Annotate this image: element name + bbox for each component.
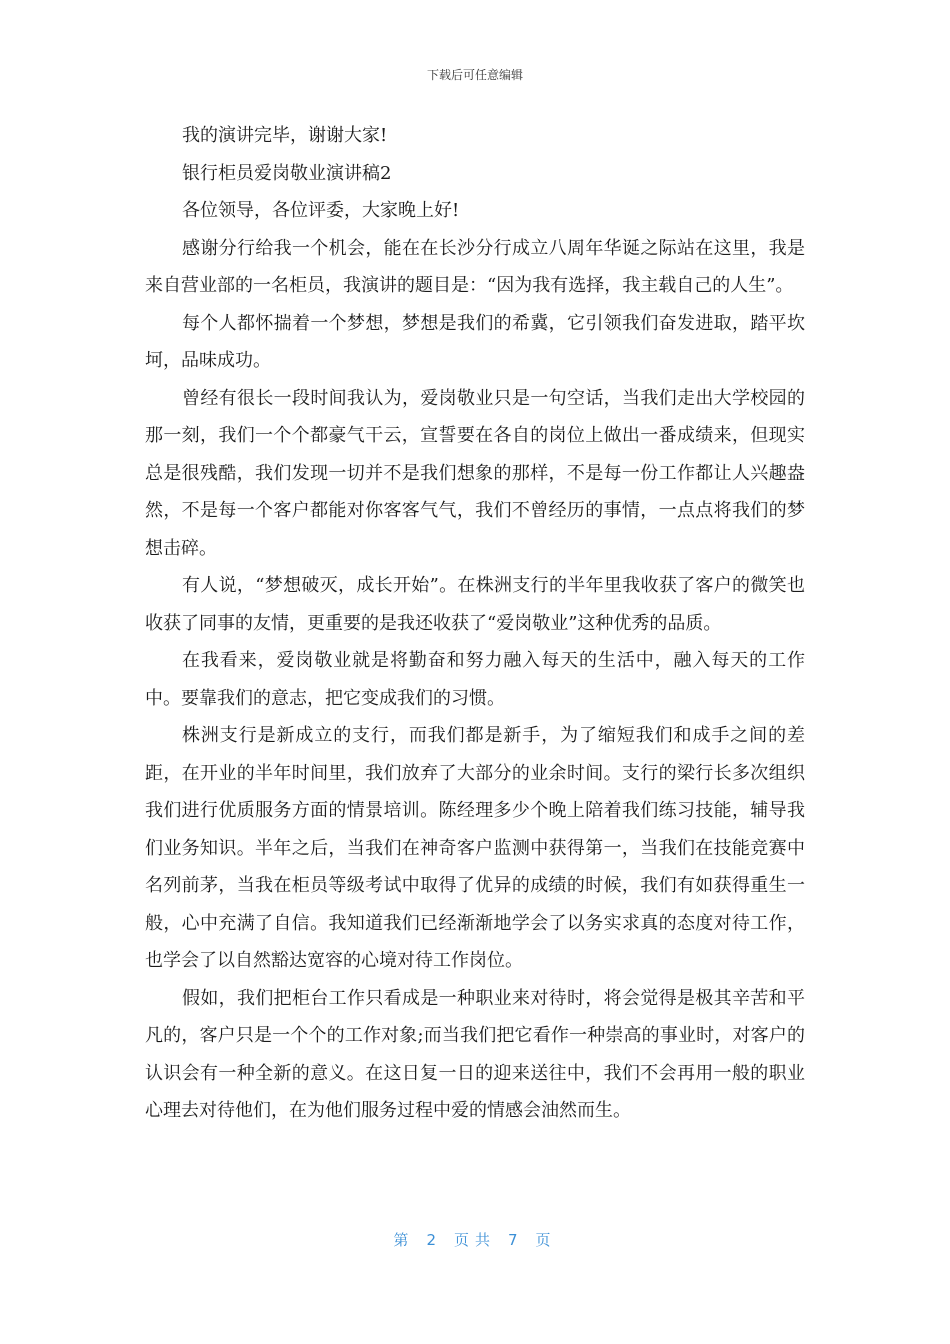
paragraph: 在我看来，爱岗敬业就是将勤奋和努力融入每天的生活中，融入每天的工作中。要靠我们的意志，把它变成我们的习惯。 (145, 650, 805, 709)
page-suffix: 页 (535, 1231, 557, 1249)
page-current: 2 (426, 1231, 442, 1249)
paragraph: 假如，我们把柜台工作只看成是一种职业来对待时，将会觉得是极其辛苦和平凡的，客户只是一个个的工作对象;而当我们把它看作一种崇高的事业时，对客户的认识会有一种全新的意义。在这日复一日的迎来送往中，我们不会再用一般的职业心理去对待他们，在为他们服务过程中爱的情感会油然而生。 (145, 987, 805, 1121)
page-header: 下载后可任意编辑 (426, 68, 523, 82)
page-prefix: 第 (393, 1231, 415, 1249)
paragraph: 每个人都怀揣着一个梦想，梦想是我们的希冀，它引领我们奋发进取，踏平坎坷，品味成功。 (145, 312, 805, 371)
paragraph: 有人说，“梦想破灭，成长开始”。在株洲支行的半年里我收获了客户的微笑也收获了同事的友情，更重要的是我还收获了“爱岗敬业”这种优秀的品质。 (145, 575, 805, 634)
page-middle: 页共 (453, 1231, 496, 1249)
document-body (145, 117, 805, 1130)
closing-line: 我的演讲完毕，谢谢大家! (182, 125, 388, 146)
paragraph: 感谢分行给我一个机会，能在在长沙分行成立八周年华诞之际站在这里，我是来自营业部的一名柜员，我演讲的题目是：“因为我有选择，我主载自己的人生”。 (145, 237, 805, 296)
page-total: 7 (508, 1231, 524, 1249)
speech-title: 银行柜员爱岗敬业演讲稿2 (182, 162, 392, 184)
paragraph: 株洲支行是新成立的支行，而我们都是新手，为了缩短我们和成手之间的差距，在开业的半年时间里，我们放弃了大部分的业余时间。支行的梁行长多次组织我们进行优质服务方面的情景培训。陈经理多少个晚上陪着我们练习技能，辅导我们业务知识。半年之后，当我们在神奇客户监测中获得第一，当我们在技能竞赛中名列前茅，当我在柜员等级考试中取得了优异的成绩的时候，我们有如获得重生一般，心中充满了自信。我知道我们已经渐渐地学会了以务实求真的态度对待工作，也学会了以自然豁达宽容的心境对待工作岗位。 (145, 725, 805, 971)
page-number-footer (0, 1229, 950, 1250)
greeting-line: 各位领导，各位评委，大家晚上好! (182, 200, 460, 221)
paragraph: 曾经有很长一段时间我认为，爱岗敬业只是一句空话，当我们走出大学校园的那一刻，我们一个个都豪气干云，宣誓要在各自的岗位上做出一番成绩来，但现实总是很残酷，我们发现一切并不是我们想象的那样，不是每一份工作都让人兴趣盎然，不是每一个客户都能对你客客气气，我们不曾经历的事情，一点点将我们的梦想击碎。 (145, 387, 805, 559)
